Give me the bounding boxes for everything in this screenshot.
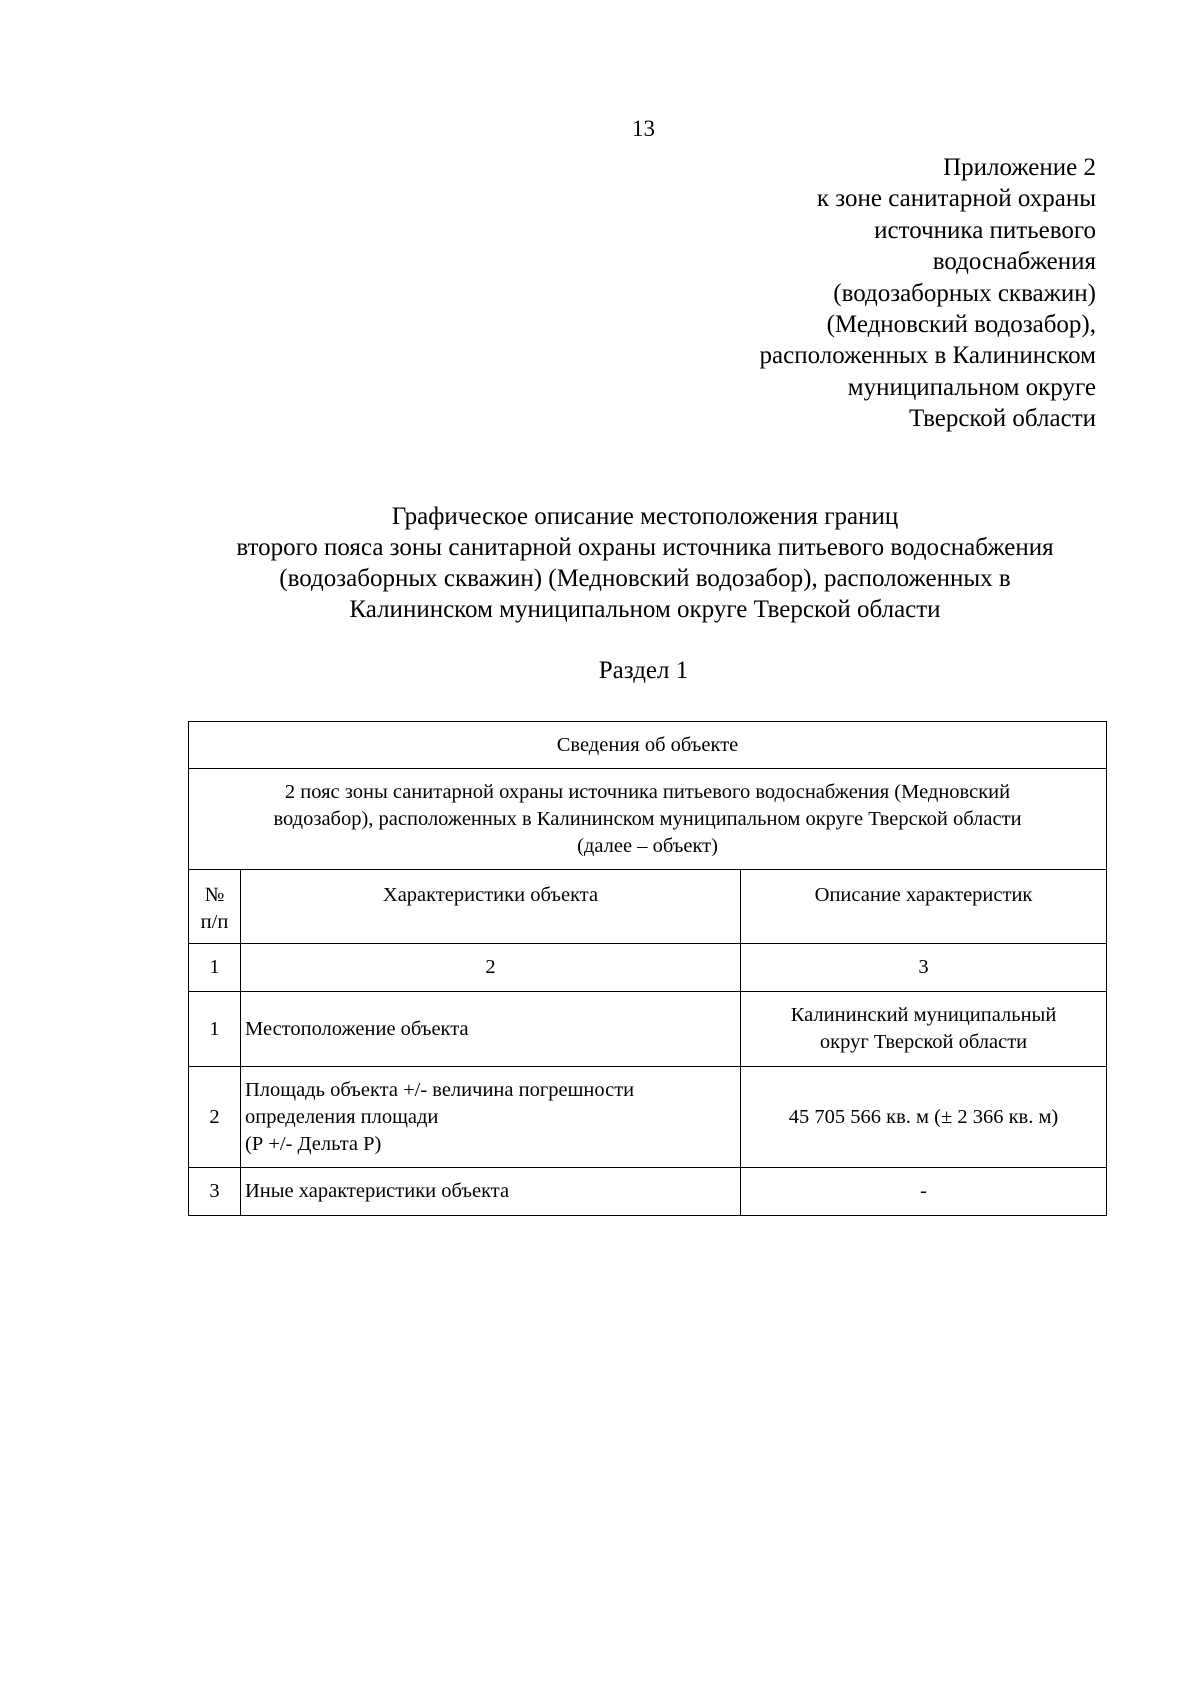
column-number: 1 — [189, 944, 241, 992]
row-description — [741, 992, 1107, 1067]
title-line: (водозаборных скважин) (Медновский водозабор), расположенных в — [279, 565, 1011, 592]
title-line: Графическое описание местоположения границ — [391, 503, 899, 530]
table-header: Сведения об объекте — [189, 722, 1107, 769]
object-name-row — [189, 769, 1107, 870]
appendix-line: муниципальном округе — [847, 373, 1096, 401]
table-row — [189, 1168, 1107, 1216]
object-name-line: 2 пояс зоны санитарной охраны источника питьевого водоснабжения (Медновский — [284, 780, 1011, 803]
column-number-row — [189, 944, 1107, 992]
row-characteristic-line: Иные характеристики объекта — [245, 1180, 510, 1202]
appendix-line: водоснабжения — [932, 248, 1096, 276]
column-header-characteristic: Характеристики объекта — [241, 870, 741, 944]
row-description-line: Калининский муниципальный — [790, 1004, 1057, 1026]
row-characteristic-line: Местоположение объекта — [245, 1017, 469, 1040]
table-header-row — [189, 722, 1107, 769]
row-characteristic-line: (Р +/- Дельта Р) — [245, 1132, 382, 1155]
row-characteristic — [241, 1067, 741, 1168]
object-name-line: (далее – объект) — [577, 834, 718, 857]
appendix-line: (водозаборных скважин) — [833, 279, 1096, 307]
row-description-line: 45 705 566 кв. м (± 2 366 кв. м) — [788, 1105, 1059, 1128]
row-number: 3 — [189, 1168, 241, 1216]
section-title: Раздел 1 — [598, 657, 689, 684]
object-info-table — [188, 721, 1107, 1216]
column-header-num — [189, 870, 241, 944]
appendix-line: расположенных в Калининском — [759, 342, 1096, 370]
row-number: 2 — [189, 1067, 241, 1168]
appendix-block — [760, 152, 1096, 435]
title-line: второго пояса зоны санитарной охраны источника питьевого водоснабжения — [236, 534, 1054, 561]
row-characteristic-line: определения площади — [245, 1105, 439, 1128]
page-number: 13 — [632, 116, 655, 141]
column-number: 3 — [741, 944, 1107, 992]
object-name-cell — [189, 769, 1107, 870]
column-number: 2 — [241, 944, 741, 992]
appendix-line: к зоне санитарной охраны — [816, 185, 1096, 213]
column-header-description: Описание характеристик — [741, 870, 1107, 944]
row-characteristic — [241, 1168, 741, 1216]
object-name-line: водозабор), расположенных в Калининском муниципальном округе Тверской области — [273, 807, 1022, 830]
appendix-line: источника питьевого — [874, 216, 1096, 244]
title-line: Калининском муниципальном округе Тверской области — [349, 596, 941, 623]
table-row — [189, 992, 1107, 1067]
column-header-num-line: № — [204, 884, 225, 906]
table-row — [189, 1067, 1107, 1168]
row-number: 1 — [189, 992, 241, 1067]
row-description — [741, 1067, 1107, 1168]
row-characteristic-line: Площадь объекта +/- величина погрешности — [245, 1078, 635, 1101]
appendix-line: Тверской области — [909, 405, 1096, 433]
row-characteristic — [241, 992, 741, 1067]
row-description — [741, 1168, 1107, 1216]
row-description-line: - — [920, 1180, 927, 1202]
document-title — [170, 501, 1120, 625]
row-description-line: округ Тверской области — [819, 1031, 1028, 1053]
column-header-row — [189, 870, 1107, 944]
column-header-num-line: п/п — [200, 911, 229, 933]
appendix-line: (Медновский водозабор), — [826, 311, 1096, 339]
appendix-line: Приложение 2 — [943, 154, 1096, 181]
